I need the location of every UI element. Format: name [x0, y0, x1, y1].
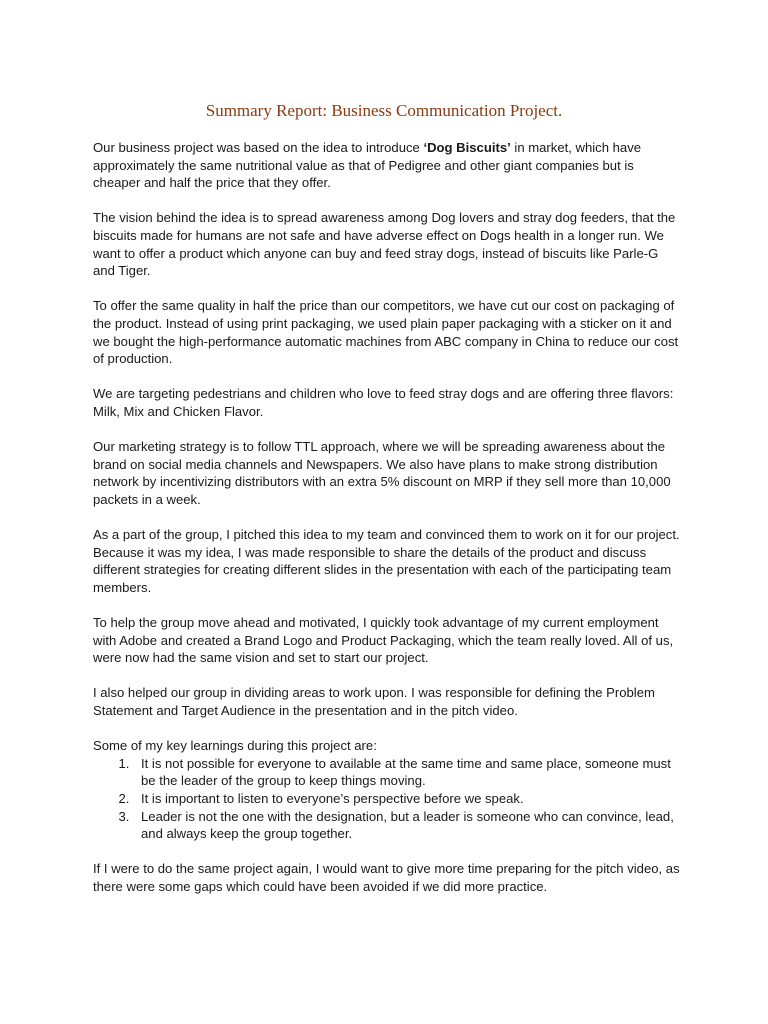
list-item: 1. It is not possible for everyone to available at the same time and same place, someone must be the leader of the group to keep things moving. — [133, 755, 683, 790]
page-title: Summary Report: Business Communication Project. — [205, 101, 563, 120]
branding-paragraph: To help the group move ahead and motivated, I quickly took advantage of my current employment with Adobe and created a Brand Logo and Product Packaging, which the team really loved. All of us, were now had the same vision and set to start our project. — [93, 615, 674, 666]
product-name-highlight: ‘Dog Biscuits’ — [423, 140, 511, 155]
vision-paragraph: The vision behind the idea is to spread awareness among Dog lovers and stray dog feeders, that the biscuits made for humans are not safe and have adverse effect on Dogs health in a longer run. We want to offer a product which anyone can buy and feed stray dogs, instead of biscuits like Parle-G and Tiger. — [93, 210, 676, 279]
division-paragraph: I also helped our group in dividing areas to work upon. I was responsible for defining the Problem Statement and Target Audience in the presentation and in the pitch video. — [93, 685, 655, 718]
pricing-paragraph: To offer the same quality in half the price than our competitors, we have cut our cost on packaging of the product. Instead of using print packaging, we used plain paper packaging with a sticker on it and we bought the high-performance automatic machines from ABC company in China to reduce our cost of production. — [93, 298, 679, 367]
target-paragraph: We are targeting pedestrians and children who love to feed stray dogs and are offering three flavors: Milk, Mix and Chicken Flavor. — [93, 386, 674, 419]
list-item: 3. Leader is not the one with the designation, but a leader is someone who can convince, lead, and always keep the group together. — [133, 808, 683, 843]
closing-paragraph: If I were to do the same project again, I would want to give more time preparing for the pitch video, as there were some gaps which could have been avoided if we did more practice. — [93, 861, 680, 894]
intro-text-after: in market, which have approximately the same nutritional value as that of Pedigree and other giant companies but is cheaper and half the price that they offer. — [93, 140, 642, 191]
role-paragraph: As a part of the group, I pitched this idea to my team and convinced them to work on it for our project. Because it was my idea, I was made responsible to share the details of the product and discuss different strategies for creating different slides in the presentation with each of the participating team members. — [93, 527, 680, 595]
intro-text-before: Our business project was based on the idea to introduce — [93, 140, 424, 155]
marketing-paragraph: Our marketing strategy is to follow TTL approach, where we will be spreading awareness about the brand on social media channels and Newspapers. We also have plans to make strong distribution network by incentivizing distributors with an extra 5% discount on MRP if they sell more than 10,000 packets in a week. — [93, 439, 671, 507]
list-item: 2. It is important to listen to everyone’s perspective before we speak. — [133, 790, 683, 808]
learnings-intro: Some of my key learnings during this project are: — [93, 738, 377, 754]
intro-paragraph — [93, 139, 683, 192]
learnings-list — [93, 755, 683, 843]
report-body — [93, 139, 683, 913]
